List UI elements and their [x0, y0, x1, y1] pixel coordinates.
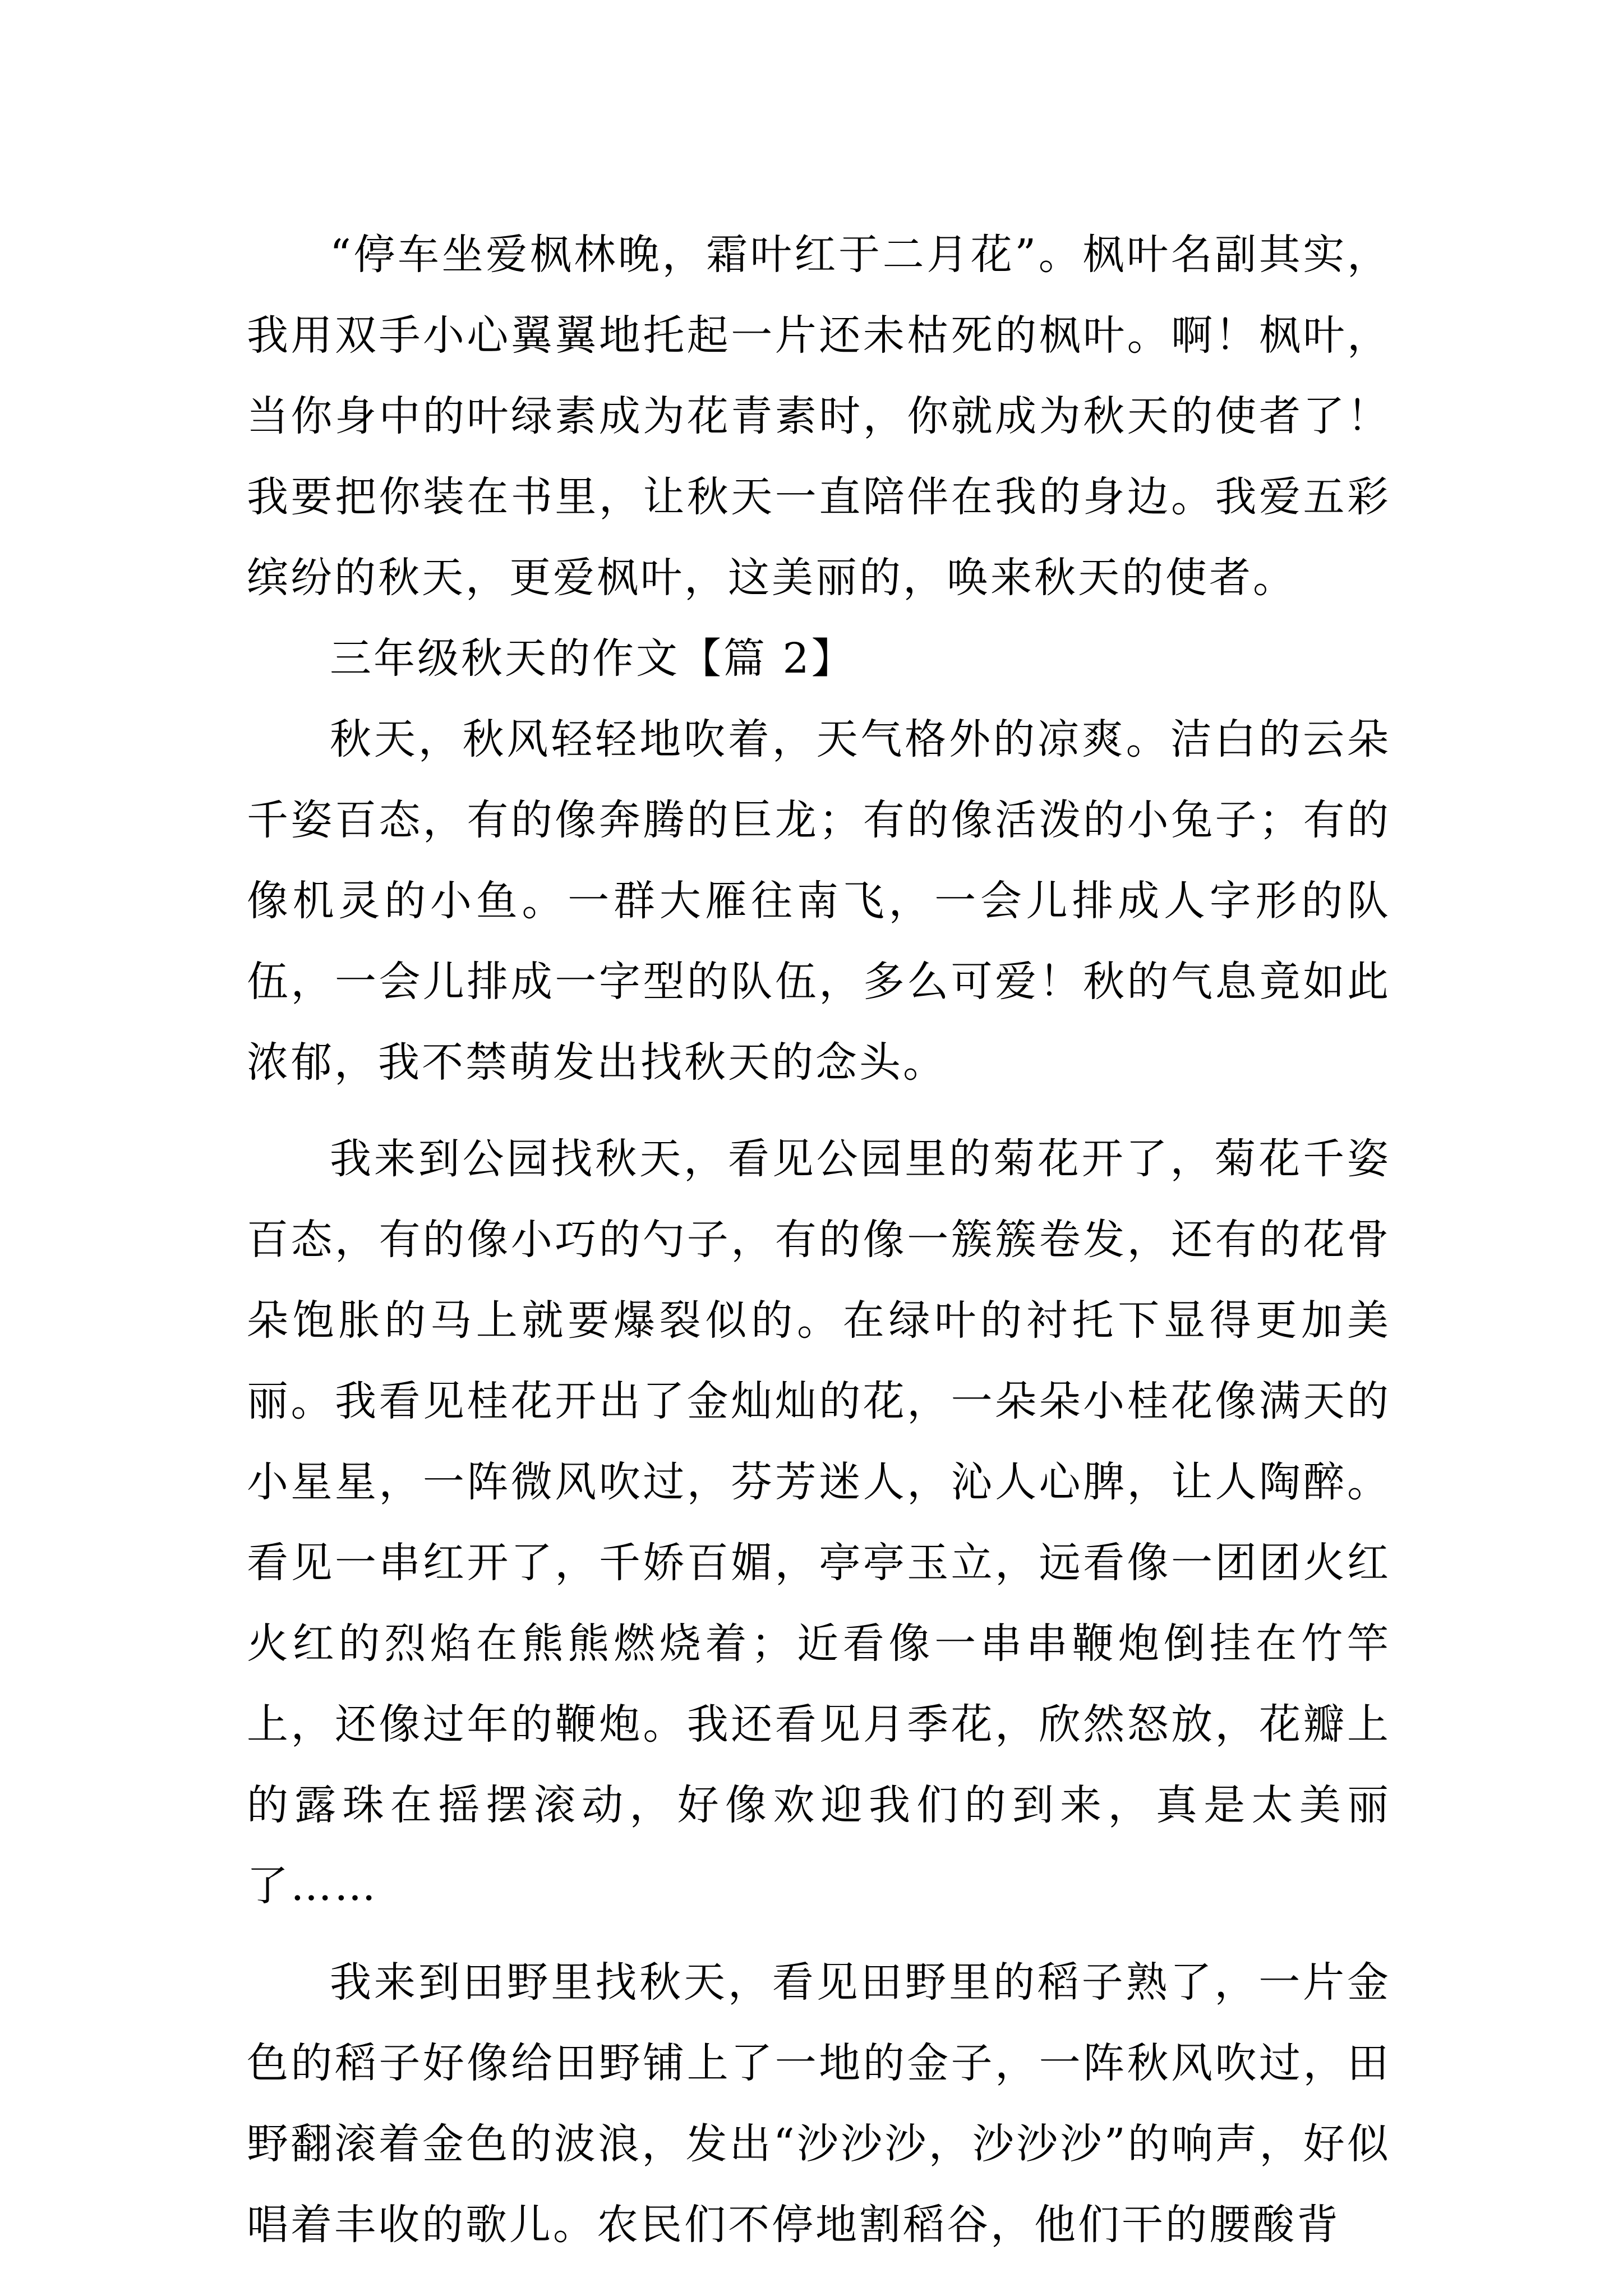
document-body — [247, 214, 1391, 2265]
paragraph-park: 我来到公园找秋天，看见公园里的菊花开了，菊花千姿百态，有的像小巧的勺子，有的像一簇簇卷发，还有的花骨朵饱胀的马上就要爆裂似的。在绿叶的衬托下显得更加美丽。我看见桂花开出了金灿灿的花，一朵朵小桂花像满天的小星星，一阵微风吹过，芬芳迷人，沁人心脾，让人陶醉。看见一串红开了，千娇百媚，亭亭玉立，远看像一团团火红火红的烈焰在熊熊燃烧着；近看像一串串鞭炮倒挂在竹竿上，还像过年的鞭炮。我还看见月季花，欣然怒放，花瓣上的露珠在摇摆滚动，好像欢迎我们的到来，真是太美丽了…… — [247, 1135, 1391, 1910]
paragraph-autumn-sky: 秋天，秋风轻轻地吹着，天气格外的凉爽。洁白的云朵千姿百态，有的像奔腾的巨龙；有的像活泼的小兔子；有的像机灵的小鱼。一群大雁往南飞，一会儿排成人字形的队伍，一会儿排成一字型的队伍，多么可爱！秋的气息竟如此浓郁，我不禁萌发出找秋天的念头。 — [247, 715, 1391, 1087]
paragraph-fields: 我来到田野里找秋天，看见田野里的稻子熟了，一片金色的稻子好像给田野铺上了一地的金子，一阵秋风吹过，田野翻滚着金色的波浪，发出“沙沙沙，沙沙沙”的响声，好似唱着丰收的歌儿。农民们不停地割稻谷，他们干的腰酸背 — [247, 1958, 1391, 2249]
section-heading-part-2: 三年级秋天的作文【篇 2】 — [330, 634, 855, 683]
paragraph-maple-leaf: “停车坐爱枫林晚，霜叶红于二月花”。枫叶名副其实，我用双手小心翼翼地托起一片还未枯死的枫叶。啊！枫叶，当你身中的叶绿素成为花青素时，你就成为秋天的使者了！我要把你装在书里，让秋天一直陪伴在我的身边。我爱五彩缤纷的秋天，更爱枫叶，这美丽的，唤来秋天的使者。 — [247, 231, 1391, 602]
